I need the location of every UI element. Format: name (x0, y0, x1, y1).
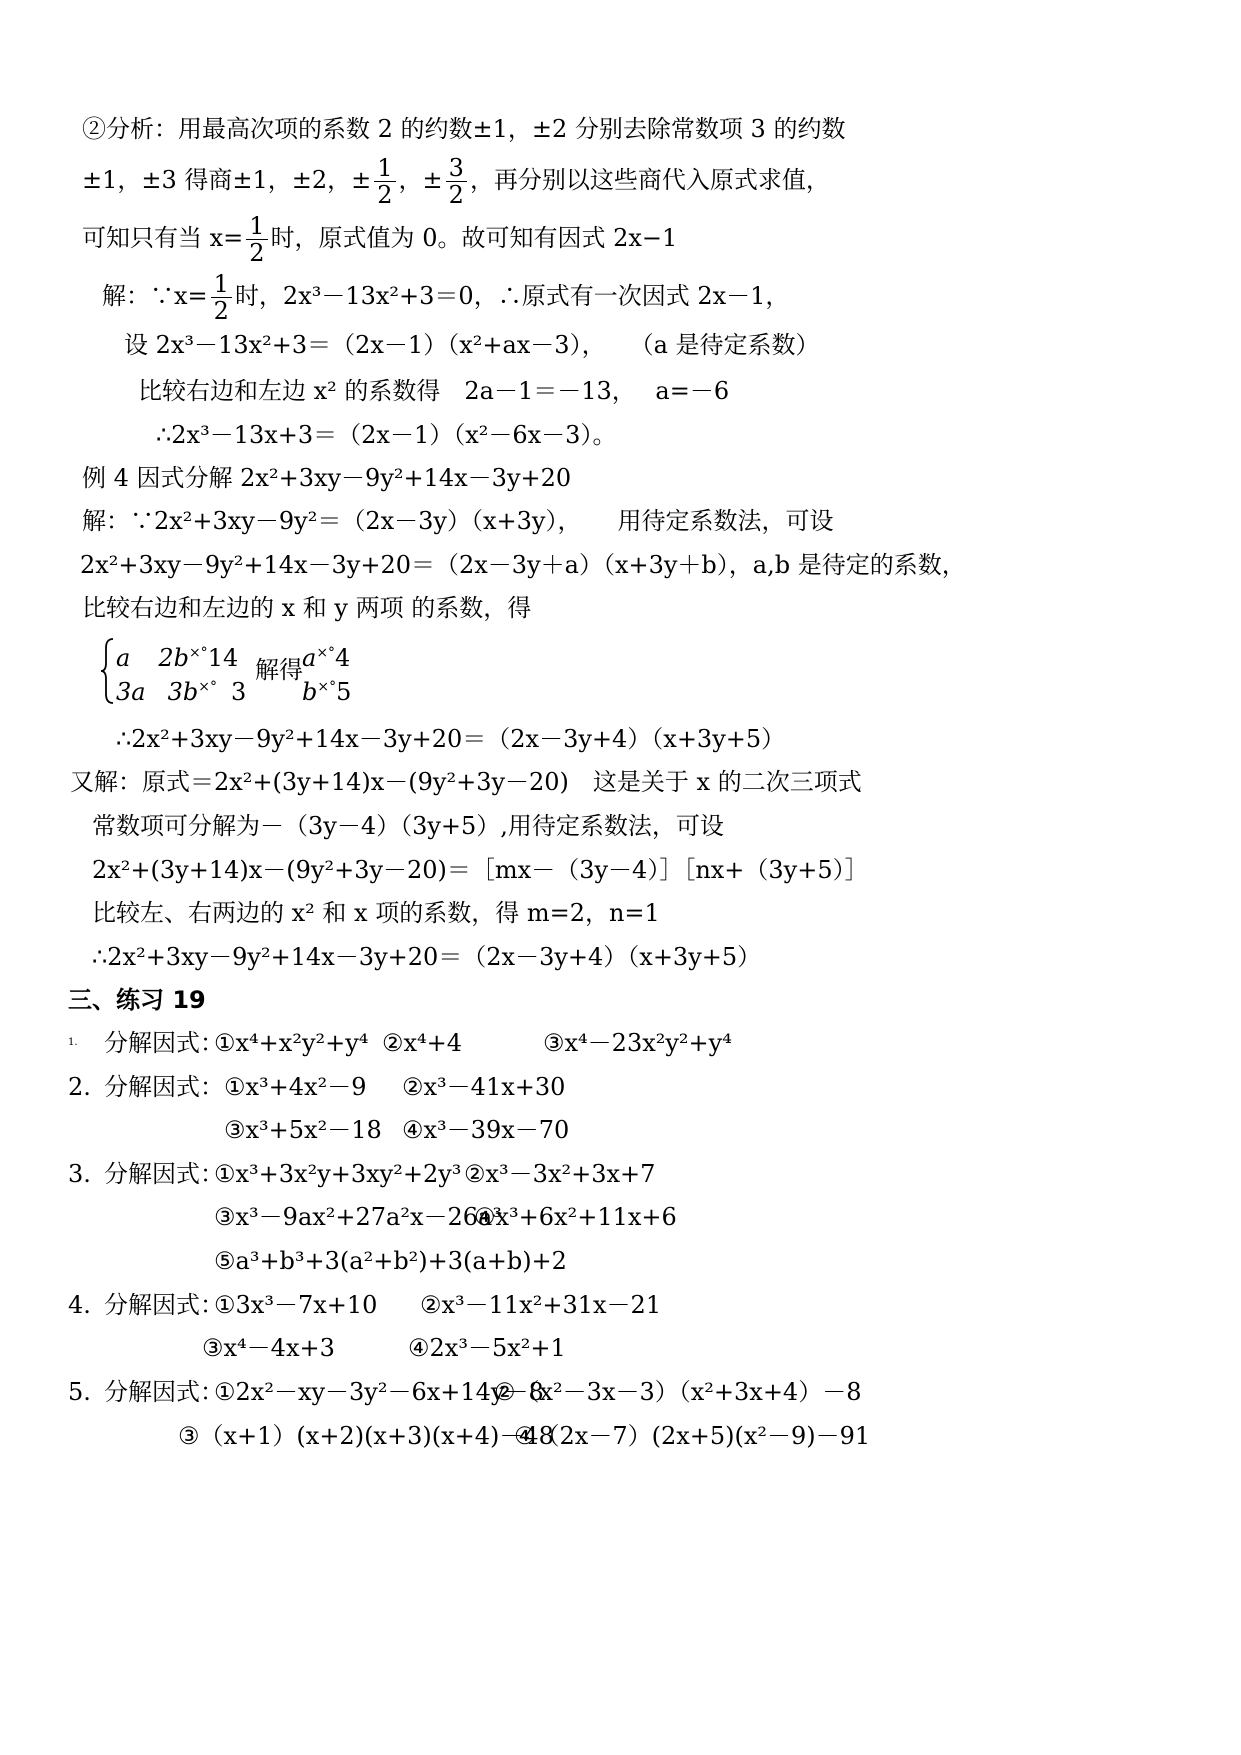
fraction-numerator: 1 (211, 271, 232, 298)
fraction-three-halves (446, 155, 467, 208)
practice-1c (543, 1028, 732, 1058)
constant-3: 3 (230, 678, 247, 706)
solution-a (302, 638, 350, 673)
fraction-denominator: 2 (213, 297, 229, 325)
equation-system (100, 636, 430, 706)
label-text: 分解因式： (104, 1160, 224, 1188)
exercise-text: ④2x³－5x²+1 (408, 1334, 566, 1362)
practice-5-label (104, 1377, 224, 1407)
result-text: ∴2x²+3xy－9y²+14x－3y+20＝（2x－3y+4）（x+3y+5） (116, 725, 786, 753)
fraction-numerator: 1 (374, 155, 395, 182)
practice-5d (514, 1421, 870, 1451)
analysis-text: 可知只有当 x= (82, 224, 244, 252)
exercise-text: ③x⁴－4x+3 (202, 1334, 335, 1362)
equals-glyph: ×° (317, 679, 337, 695)
fraction-numerator: 3 (446, 155, 467, 182)
alt-line-5 (92, 942, 761, 972)
exercise-text: ②x⁴+4 (382, 1029, 463, 1057)
var-a: a (116, 644, 131, 672)
practice-4a (214, 1290, 377, 1320)
solution-text: ∴2x³－13x+3＝（2x－1）（x²－6x－3）。 (156, 421, 617, 449)
alt-text: 2x²+(3y+14)x－(9y²+3y－20)＝［mx－（3y－4）］［nx+（3y+5）］ (92, 856, 869, 884)
item-number: 4. (68, 1291, 91, 1319)
solution-text: 设 2x³－13x²+3＝（2x－1）（x²+ax－3）， （a 是待定系数） (124, 331, 820, 359)
exercise-text: ③x³－9ax²+27a²x－26a³ (214, 1203, 502, 1231)
equation-row-2 (116, 672, 246, 707)
solution-line-2 (124, 330, 820, 360)
solution-b (302, 672, 351, 707)
analysis-line-3 (82, 210, 677, 266)
term-3a: 3a (116, 678, 146, 706)
practice-1a (214, 1028, 368, 1058)
practice-5b (494, 1377, 861, 1407)
example-text: 比较右边和左边的 x 和 y 两项 的系数，得 (82, 594, 532, 622)
practice-item-2 (68, 1072, 91, 1102)
solution-text: 解：∵x= (102, 282, 208, 310)
analysis-text: 时，原式值为 0。故可知有因式 2x−1 (270, 224, 678, 252)
exercise-text: ④（2x－7）(2x+5)(x²－9)－91 (514, 1422, 871, 1450)
item-number: 1. (68, 1037, 78, 1048)
var-b: b (302, 678, 318, 706)
analysis-text: ±1，±3 得商±1，±2，± (82, 166, 372, 194)
practice-2d (402, 1115, 569, 1145)
equation-row-1 (116, 638, 238, 673)
alt-line-4 (92, 898, 660, 928)
practice-2a (224, 1072, 366, 1102)
exercise-text: ④x³+6x²+11x+6 (474, 1203, 677, 1231)
exercise-text: ②x³－41x+30 (402, 1073, 566, 1101)
practice-item-5 (68, 1377, 91, 1407)
value-5: 5 (336, 678, 352, 706)
analysis-text: ②分析：用最高次项的系数 2 的约数±1，±2 分别去除常数项 3 的约数 (82, 115, 846, 143)
exercise-text: ③（x+1）(x+2)(x+3)(x+4)－48 (178, 1422, 554, 1450)
practice-3d (474, 1202, 677, 1232)
exercise-text: ①2x²－xy－3y²－6x+14y－8 (214, 1378, 544, 1406)
practice-2c (224, 1115, 382, 1145)
analysis-line-2 (82, 152, 830, 208)
label-text: 分解因式： (104, 1378, 224, 1406)
practice-1b (382, 1028, 462, 1058)
left-brace (100, 636, 116, 706)
heading-text: 三、练习 19 (68, 986, 206, 1014)
exercise-text: ②（x²－3x－3）（x²+3x+4）－8 (494, 1378, 862, 1406)
analysis-text: ，± (398, 166, 443, 194)
practice-3e (214, 1246, 567, 1276)
solution-text: 时，2x³－13x²+3＝0，∴原式有一次因式 2x－1， (234, 282, 790, 310)
exercise-text: ③x³+5x²－18 (224, 1116, 382, 1144)
fraction-one-half (246, 213, 267, 266)
practice-1-label (104, 1028, 224, 1058)
equals-glyph: ×° (316, 645, 336, 661)
exercise-text: ①x³+3x²y+3xy²+2y³ (214, 1160, 462, 1188)
exercise-text: ①3x³－7x+10 (214, 1291, 378, 1319)
label-text: 分解因式： (104, 1073, 224, 1101)
fraction-one-half (211, 271, 232, 324)
constant-14: 14 (207, 644, 239, 672)
value-4: 4 (335, 644, 351, 672)
practice-5c (178, 1421, 554, 1451)
practice-3-label (104, 1159, 224, 1189)
solution-line-3 (138, 376, 729, 406)
practice-item-1 (68, 1028, 78, 1060)
alt-text: 常数项可分解为－（3y－4）（3y+5）,用待定系数法，可设 (92, 812, 724, 840)
example-text: 2x²+3xy－9y²+14x－3y+20＝（2x－3y＋a）（x+3y＋b），a,b 是待定的系数， (80, 551, 966, 579)
solve-text: 解得 (255, 656, 303, 684)
practice-item-3 (68, 1159, 91, 1189)
exercise-text: ③x⁴－23x²y²+y⁴ (543, 1029, 732, 1057)
term-3b: 3b (167, 678, 199, 706)
item-number: 2. (68, 1073, 91, 1101)
label-text: 分解因式： (104, 1291, 224, 1319)
fraction-one-half (374, 155, 395, 208)
practice-3b (464, 1159, 655, 1189)
term-2b: 2b (158, 644, 189, 672)
exercise-text: ⑤a³+b³+3(a²+b²)+3(a+b)+2 (214, 1247, 567, 1275)
analysis-line-1 (82, 114, 845, 144)
example-4-line-1 (82, 506, 833, 536)
exercise-text: ①x⁴+x²y²+y⁴ (214, 1029, 369, 1057)
exercise-text: ②x³－3x²+3x+7 (464, 1160, 656, 1188)
label-text: 分解因式： (104, 1029, 224, 1057)
solution-text: 比较右边和左边 x² 的系数得 2a－1＝－13， a=－6 (138, 377, 730, 405)
alt-text: 又解：原式＝2x²+(3y+14)x－(9y²+3y－20) 这是关于 x 的二次三项式 (70, 768, 862, 796)
equals-glyph: ×° (198, 679, 217, 695)
item-number: 5. (68, 1378, 91, 1406)
fraction-denominator: 2 (249, 239, 265, 267)
example-text: 例 4 因式分解 2x²+3xy－9y²+14x－3y+20 (82, 464, 572, 492)
alt-text: ∴2x²+3xy－9y²+14x－3y+20＝（2x－3y+4）（x+3y+5） (92, 943, 762, 971)
alt-line-2 (92, 811, 724, 841)
practice-4-label (104, 1290, 224, 1320)
exercise-text: ②x³－11x²+31x－21 (420, 1291, 662, 1319)
alt-text: 比较左、右两边的 x² 和 x 项的系数，得 m=2，n=1 (92, 899, 660, 927)
alt-line-3 (92, 855, 869, 885)
practice-2b (402, 1072, 565, 1102)
example-4-line-3 (82, 593, 531, 623)
analysis-text: ，再分别以这些商代入原式求值， (469, 166, 830, 194)
practice-3a (214, 1159, 461, 1189)
equals-glyph: ×° (188, 645, 208, 661)
practice-3c (214, 1202, 502, 1232)
example-text: 解：∵2x²+3xy－9y²＝（2x－3y）（x+3y）， 用待定系数法，可设 (82, 507, 834, 535)
solve-label (255, 655, 303, 685)
section-heading (68, 985, 206, 1015)
fraction-denominator: 2 (377, 181, 393, 209)
exercise-text: ①x³+4x²－9 (224, 1073, 367, 1101)
practice-2-label (104, 1072, 224, 1102)
example-4-line-2 (80, 550, 966, 580)
fraction-denominator: 2 (448, 181, 464, 209)
practice-item-4 (68, 1290, 91, 1320)
var-a: a (302, 644, 317, 672)
solution-line-1 (102, 268, 789, 324)
practice-4d (408, 1333, 566, 1363)
item-number: 3. (68, 1160, 91, 1188)
example-4-result (116, 724, 785, 754)
practice-4c (202, 1333, 335, 1363)
exercise-text: ④x³－39x－70 (402, 1116, 570, 1144)
solution-line-4 (156, 420, 616, 450)
alt-line-1 (70, 767, 862, 797)
fraction-numerator: 1 (246, 213, 267, 240)
example-4-title (82, 463, 571, 493)
practice-4b (420, 1290, 661, 1320)
